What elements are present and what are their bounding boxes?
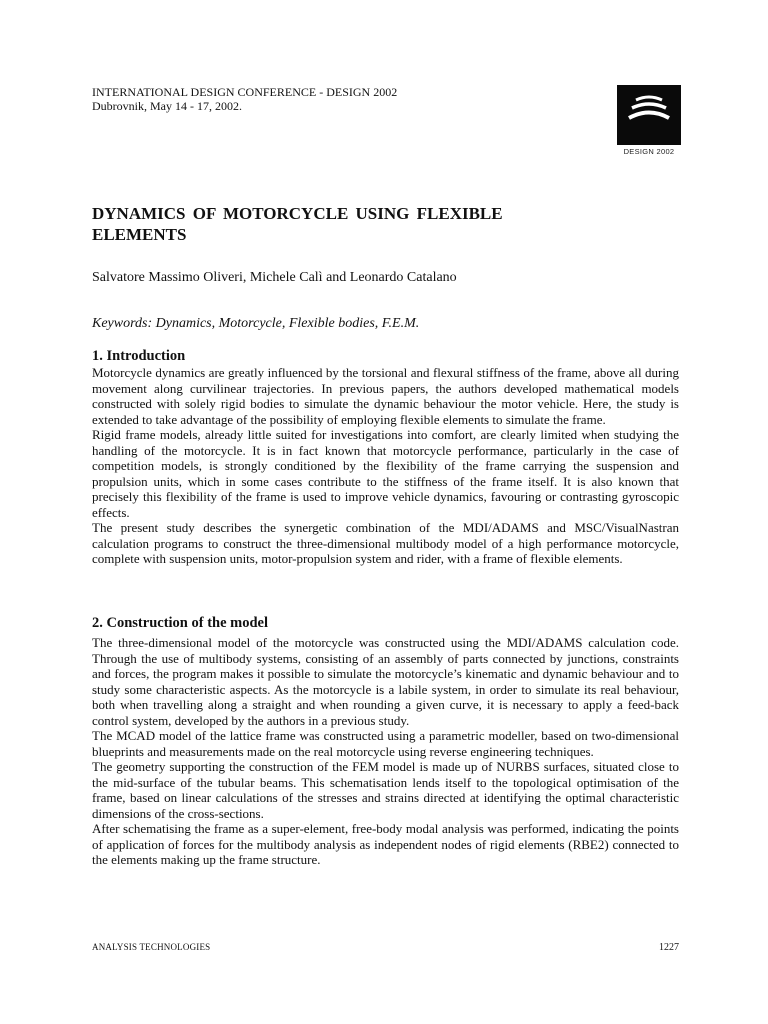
conference-header xyxy=(92,85,397,113)
paragraph: The geometry supporting the construction of the FEM model is made up of NURBS surfaces, situated close to the mid-surface of the tubular beams. This schematisation lends itself to the topological optimisation of the frame, based on linear calculations of the stresses and strains directed at identifying the optimal characteristic dimensions of the cross-sections. xyxy=(92,759,679,821)
paper-title: DYNAMICS OF MOTORCYCLE USING FLEXIBLE ELEMENTS xyxy=(92,204,503,244)
section-heading-introduction: 1. Introduction xyxy=(92,348,186,364)
design-2002-arches-logo-icon xyxy=(617,85,681,145)
paragraph: Motorcycle dynamics are greatly influenced by the torsional and flexural stiffness of the frame, above all during movement along curvilinear trajectories. In previous papers, the authors developed mathematical models constructed with solely rigid bodies to simulate the dynamic behaviour the motor vehicle. Here, the study is extended to take advantage of the possibility of employing flexible elements to simulate the frame. xyxy=(92,365,679,427)
paragraph: The three-dimensional model of the motorcycle was constructed using the MDI/ADAMS calculation code. Through the use of multibody systems, consisting of an assembly of parts connected by junctions, constraints and forces, the program makes it possible to simulate the motorcycle’s kinematic and dynamic behaviour and to study some characteristic aspects. As the motorcycle is a labile system, in order to simulate its real behaviour, both when travelling along a straight and when rounding a given curve, it is necessary to apply a feed-back control system, developed by the authors in a previous study. xyxy=(92,635,679,728)
logo-caption: DESIGN 2002 xyxy=(623,147,675,156)
section-body-introduction xyxy=(92,365,679,567)
conference-location-date: Dubrovnik, May 14 - 17, 2002. xyxy=(92,99,242,113)
conference-name: INTERNATIONAL DESIGN CONFERENCE - DESIGN 2002 xyxy=(92,85,398,99)
footer-section-label: ANALYSIS TECHNOLOGIES xyxy=(92,942,211,952)
footer-page-number: 1227 xyxy=(659,942,679,953)
paragraph: The present study describes the synergetic combination of the MDI/ADAMS and MSC/VisualNastran calculation programs to construct the three-dimensional multibody model of a high performance motorcycle, complete with suspension units, motor-propulsion system and rider, with a frame of flexible elements. xyxy=(92,520,679,566)
paragraph: The MCAD model of the lattice frame was constructed using a parametric modeller, based on two-dimensional blueprints and measurements made on the real motorcycle using reverse engineering techniques. xyxy=(92,728,679,759)
paper-keywords: Keywords: Dynamics, Motorcycle, Flexible bodies, F.E.M. xyxy=(92,316,420,331)
paper-authors: Salvatore Massimo Oliveri, Michele Calì and Leonardo Catalano xyxy=(92,270,457,285)
section-heading-construction: 2. Construction of the model xyxy=(92,615,269,631)
paragraph: Rigid frame models, already little suited for investigations into comfort, are clearly limited when studying the handling of the motorcycle. It is in fact known that motorcycle performance, particularly in the case of competition models, is strongly conditioned by the flexibility of the frame carrying the suspension and propulsion units, which in some cases contribute to the stiffness of the frame itself. It is also known that precisely this flexibility of the frame is used to improve vehicle dynamics, favouring or contrasting gyroscopic effects. xyxy=(92,427,679,520)
paragraph: After schematising the frame as a super-element, free-body modal analysis was performed, indicating the points of application of forces for the multibody analysis as independent nodes of rigid elements (RBE2) connected to the elements making up the frame structure. xyxy=(92,821,679,867)
section-body-construction xyxy=(92,635,679,868)
